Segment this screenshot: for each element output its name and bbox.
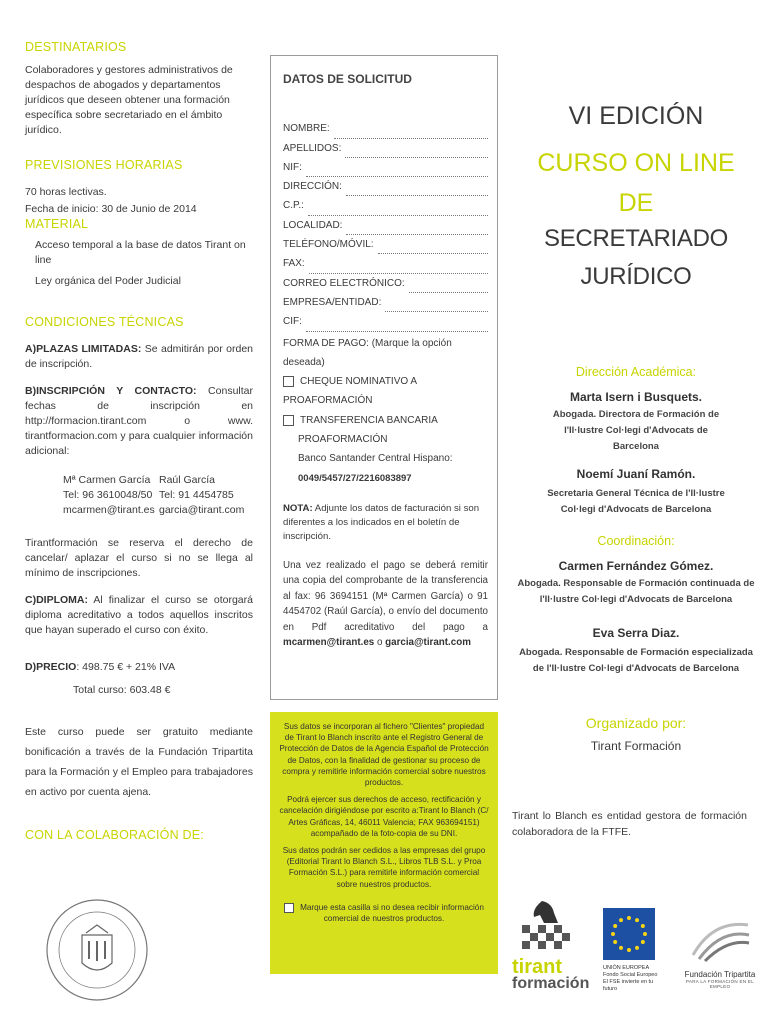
eu-text-3: El FSE invierte en tu futuro [603,979,654,992]
ft-text-2: PARA LA FORMACIÓN EN EL EMPLEO [685,979,755,989]
form-field-row[interactable] [283,312,488,331]
form-field-label: NOMBRE: [283,123,330,135]
form-field-input[interactable] [306,165,488,177]
person-1-role: Abogada. Directora de Formación de l'Il·lustre Col·legi d'Advocats de Barcelona [552,409,720,452]
inscripcion-text: B)INSCRIPCIÓN Y CONTACTO: Consultar fechas de inscripción en http://formacion.tirant.com o www. tirantformacion.com y para cualquier información adicional: [25,385,253,457]
transferencia-checkbox[interactable] [283,415,294,426]
title-de: DE [618,189,654,217]
form-field-label: C.P.: [283,200,304,212]
colegio-seal-icon [42,895,152,1005]
form-field-input[interactable] [306,320,488,332]
form-field-label: FAX: [283,258,305,270]
privacy-box [270,712,498,974]
form-field-label: CORREO ELECTRÓNICO: [283,277,405,289]
cuenta-number: 0049/5457/27/2216083897 [298,472,412,484]
cheque-checkbox[interactable] [283,376,294,387]
condiciones-heading: CONDICIONES TÉCNICAS [25,315,184,329]
eu-star-icon [619,946,623,950]
logo-tirant-text: tirant [512,956,562,978]
form-field-input[interactable] [334,127,488,139]
tripartita-swirl-icon [685,915,755,965]
eu-star-icon [611,932,615,936]
organizer-name: Tirant Formación [590,739,682,753]
eu-star-icon [643,932,647,936]
person-3-role: Abogada. Responsable de Formación continuada de l'Il·lustre Col·legi d'Advocats de Barcelona [517,578,755,605]
destinatarios-heading: DESTINATARIOS [25,40,127,54]
form-field-label: NIF: [283,161,302,173]
reserva-text: Tirantformación se reserva el derecho de cancelar/ aplazar el curso si no se llega al mínimo de inscripciones. [25,537,253,579]
solicitud-form [270,55,498,700]
form-field-row[interactable] [283,196,488,215]
title-edicion: VI EDICIÓN [568,102,704,130]
form-field-label: APELLIDOS: [283,142,342,154]
form-field-row[interactable] [283,254,488,273]
eu-star-icon [613,940,617,944]
contact-2: Raúl García Tel: 91 4454785 garcia@tirant.com [159,474,245,516]
form-field-input[interactable] [346,184,488,196]
logo-formacion-text: formación [512,975,590,992]
form-field-input[interactable] [385,300,488,312]
eu-logo [603,908,663,993]
material-item-1: Acceso temporal a la base de datos Tirant on line [35,239,246,266]
tripartita-logo [675,915,765,989]
optout-checkbox[interactable] [284,903,294,913]
mail-1-link[interactable]: mcarmen@tirant.es [283,637,375,649]
eu-star-icon [635,946,639,950]
banco-text: Banco Santander Central Hispano: [298,453,453,465]
form-field-input[interactable] [346,223,488,235]
plazas-text: A)PLAZAS LIMITADAS: Se admitirán por orden de inscripción. [25,343,253,370]
form-field-row[interactable] [283,139,488,158]
form-field-row[interactable] [283,235,488,254]
colaboracion-heading: CON LA COLABORACIÓN DE: [25,828,204,842]
diploma-text: C)DIPLOMA: Al finalizar el curso se otorgará diploma acreditativo a todos aquellos inscritos que hayan superado el curso con éxito. [25,594,253,636]
form-field-row[interactable] [283,158,488,177]
eu-star-icon [627,916,631,920]
eu-star-icon [627,948,631,952]
privacy-text-1: Sus datos se incorporan al fichero "Clientes" propiedad de Tirant lo Blanch inscrito ante el Registro General de Protección de Datos de la Agencia Español de Protección de Datos, con la finalidad de gestionar su proceso de compra y remitirle información comercial sobre nuestros productos. [279,722,489,788]
transferencia-beneficiary: PROAFORMACIÓN [298,434,388,446]
privacy-text-3: Sus datos podrán ser cedidos a las empresas del grupo (Editorial Tirant lo Blanch S.L., Libros TLB S.L. y Proa Formación S.L.) para remitirle información comercial sobre nuestros productos. [282,846,486,889]
privacy-text-2: Podrá ejercer sus derechos de acceso, rectificación y cancelación dirigiéndose por escrito a:Tirant lo Blanch (C/ Artes Gráficas, 14, 46011 Valencia; FAX 963694151) acompañado de la foto-copia de su DNI. [279,795,489,838]
form-field-label: LOCALIDAD: [283,219,343,231]
direccion-heading: Dirección Académica: [575,365,697,379]
form-field-input[interactable] [409,281,488,293]
eu-text-2: Fondo Social Europeo [603,972,658,978]
total-text: Total curso: 603.48 € [73,684,171,696]
form-field-input[interactable] [345,146,488,158]
material-heading: MATERIAL [25,217,89,231]
option-cheque[interactable]: CHEQUE NOMINATIVO A PROAFORMACIÓN [283,376,417,407]
form-field-input[interactable] [308,204,488,216]
eu-star-icon [613,924,617,928]
fecha-text: Fecha de inicio: 30 de Junio de 2014 [25,203,197,215]
person-2-name: Noemí Juaní Ramón. [576,467,696,481]
privacy-optout[interactable]: Marque esta casilla si no desea recibir información comercial de nuestros productos. [279,902,489,924]
eu-star-icon [619,918,623,922]
form-fields [283,119,488,331]
nota-text: NOTA: Adjunte los datos de facturación si son diferentes a los indicados en el boletín de inscripción. [283,502,480,542]
form-field-row[interactable] [283,119,488,138]
form-field-label: CIF: [283,316,302,328]
ftfe-text: Tirant lo Blanch es entidad gestora de formación colaboradora de la FTFE. [512,810,747,838]
ft-text-1: Fundación Tripartita [684,970,756,979]
form-field-row[interactable] [283,216,488,235]
option-transferencia[interactable]: TRANSFERENCIA BANCARIA [283,411,488,430]
material-item-2: Ley orgánica del Poder Judicial [35,275,181,287]
contact-1: Mª Carmen García Tel: 96 3610048/50 mcarmen@tirant.es [63,473,159,518]
precio-text: D)PRECIO: 498.75 € + 21% IVA [25,661,176,673]
form-field-label: TELÉFONO/MÓVIL: [283,239,374,251]
organizado-heading: Organizado por: [585,715,687,731]
form-field-row[interactable] [283,293,488,312]
course-title [505,100,767,296]
contact-1-mail[interactable]: mcarmen@tirant.es [63,504,155,516]
destinatarios-text: Colaboradores y gestores administrativos de despachos de abogados y departamentos jurídicos que deseen obtener una formación específica sobre secretariado en el ámbito jurídico. [25,64,233,136]
form-field-row[interactable] [283,274,488,293]
knight-chess-icon [512,895,582,955]
person-3-name: Carmen Fernández Gómez. [558,559,714,573]
person-1-name: Marta Isern i Busquets. [569,390,703,404]
eu-text-1: UNIÓN EUROPEA [603,965,650,971]
form-title: DATOS DE SOLICITUD [283,72,412,86]
tirant-logo [512,895,592,995]
contacts [25,473,253,518]
forma-pago-label: FORMA DE PAGO: (Marque la opción deseada) [283,337,452,368]
direccion-section [505,365,767,677]
eu-star-icon [635,918,639,922]
mail-2-link[interactable]: garcia@tirant.com [385,637,471,649]
form-field-input[interactable] [378,242,488,254]
form-field-input[interactable] [309,262,488,274]
organizado-section [505,716,767,754]
eu-star-icon [641,940,645,944]
form-field-label: EMPRESA/ENTIDAD: [283,296,382,308]
horas-text: 70 horas lectivas. [25,186,107,198]
previsiones-heading: PREVISIONES HORARIAS [25,158,183,172]
left-column [25,40,253,843]
person-4-role: Abogada. Responsable de Formación especializada de l'Il·lustre Col·legi d'Advocats de Barcelona [519,647,753,674]
contact-2-mail[interactable]: garcia@tirant.com [159,504,245,516]
form-field-row[interactable] [283,177,488,196]
title-secretariado: SECRETARIADO JURÍDICO [544,225,728,290]
person-2-role: Secretaria General Técnica de l'Il·lustre Col·legi d'Advocats de Barcelona [547,488,725,515]
eu-star-icon [641,924,645,928]
pago-text: Una vez realizado el pago se deberá remitir una copia del comprobante de la transferencia al fax: 96 3694151 (Mª Carmen García) o 91 4454702 (Raúl García), o envío del documento en Pdf acreditativo del pago a mcarmen@tirant.es o garcia@tirant.com [283,559,488,649]
bonificacion-text: Este curso puede ser gratuito mediante bonificación a través de la Fundación Tripartita para la Formación y el Empleo para trabajadores en activo por cuenta ajena. [25,726,253,798]
title-curso: CURSO ON LINE [537,149,735,177]
form-field-label: DIRECCIÓN: [283,181,342,193]
eu-flag-icon [603,908,655,960]
person-4-name: Eva Serra Diaz. [592,626,680,640]
coordinacion-heading: Coordinación: [597,534,675,548]
